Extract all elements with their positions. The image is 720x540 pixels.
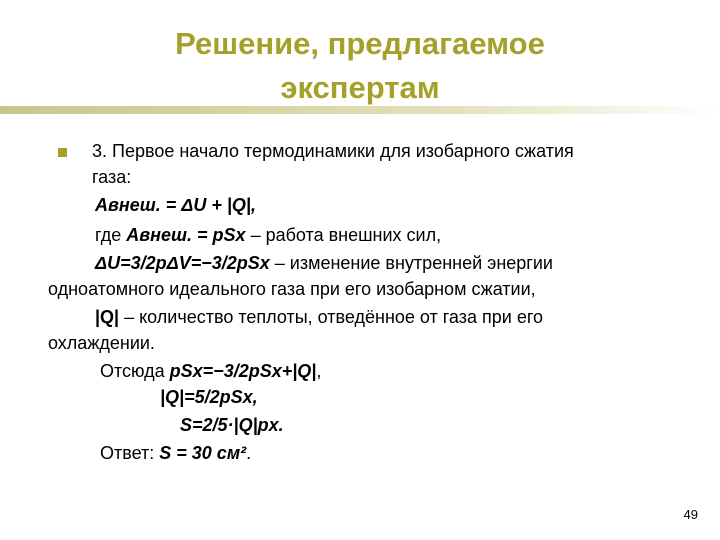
heat-description: – количество теплоты, отведённое от газа при его (119, 307, 544, 327)
equation-first-law: Авнеш. = ΔU + |Q|, (95, 195, 256, 215)
slide-title-line1: Решение, предлагаемое (175, 26, 545, 61)
answer-line (100, 440, 251, 466)
equation-internal-energy: ΔU=3/2pΔV=−3/2pSx (95, 253, 270, 273)
bullet-square-icon (58, 148, 67, 157)
hence-prefix: Отсюда (100, 361, 170, 381)
work-description: – работа внешних сил, (245, 225, 442, 245)
hence-line (100, 358, 321, 384)
slide-title (100, 22, 620, 110)
answer-suffix: . (246, 443, 252, 463)
slide-title-line2: экспертам (280, 70, 440, 105)
equation-work: Авнеш. = pSx (126, 225, 246, 245)
hence-suffix: , (316, 361, 322, 381)
heat-symbol: |Q| (95, 307, 120, 327)
answer-value: S = 30 см² (159, 443, 247, 463)
heat-line2: охлаждении. (48, 333, 155, 353)
equation-area: S=2/5·|Q|px. (180, 415, 284, 435)
title-divider (0, 106, 720, 116)
internal-energy-line (95, 250, 553, 276)
page-number: 49 (683, 507, 698, 522)
item-intro-line2: газа: (92, 167, 132, 187)
equation-heat: |Q|=5/2pSx, (160, 387, 258, 407)
internal-energy-line2: одноатомного идеального газа при его изобарном сжатии, (48, 279, 536, 299)
heat-line (95, 304, 543, 330)
internal-energy-description: – изменение внутренней энергии (269, 253, 553, 273)
item-intro-line1: 3. Первое начало термодинамики для изобарного сжатия (92, 141, 574, 161)
where-prefix: где (95, 225, 127, 245)
equation-hence: pSx=−3/2pSx+|Q| (169, 361, 317, 381)
answer-prefix: Ответ: (100, 443, 160, 463)
work-definition-line (95, 222, 441, 248)
